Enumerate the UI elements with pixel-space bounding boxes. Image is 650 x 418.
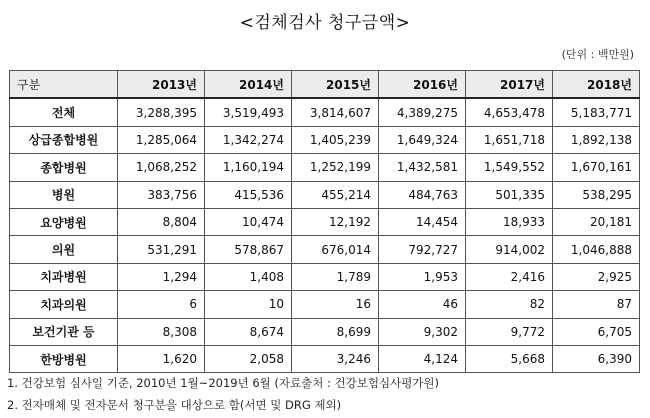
year-header: 2014년 bbox=[205, 71, 292, 99]
table-cell: 792,727 bbox=[379, 236, 466, 263]
table-cell: 5,668 bbox=[466, 345, 553, 372]
table-cell: 1,046,888 bbox=[553, 236, 640, 263]
table-cell: 1,649,324 bbox=[379, 126, 466, 153]
table-cell: 578,867 bbox=[205, 236, 292, 263]
table-cell: 8,804 bbox=[118, 208, 205, 235]
table-cell: 1,549,552 bbox=[466, 154, 553, 181]
row-label: 치과의원 bbox=[10, 291, 118, 318]
table-row bbox=[10, 126, 640, 153]
table-cell: 538,295 bbox=[553, 181, 640, 208]
table-cell: 2,416 bbox=[466, 263, 553, 290]
table-cell: 8,674 bbox=[205, 318, 292, 345]
table-cell: 2,925 bbox=[553, 263, 640, 290]
table-cell: 8,308 bbox=[118, 318, 205, 345]
table-cell: 1,342,274 bbox=[205, 126, 292, 153]
table-cell: 501,335 bbox=[466, 181, 553, 208]
row-label: 전체 bbox=[10, 98, 118, 126]
unit-label: (단위 : 백만원) bbox=[561, 48, 634, 61]
table-cell: 3,246 bbox=[292, 345, 379, 372]
row-label: 요양병원 bbox=[10, 208, 118, 235]
year-header: 2017년 bbox=[466, 71, 553, 99]
table-cell: 1,670,161 bbox=[553, 154, 640, 181]
table-cell: 1,620 bbox=[118, 345, 205, 372]
row-label: 상급종합병원 bbox=[10, 126, 118, 153]
corner-header: 구분 bbox=[10, 71, 118, 99]
table-cell: 6,705 bbox=[553, 318, 640, 345]
footnote: 1. 건강보험 심사일 기준, 2010년 1월~2019년 6월 (자료출처 : 건강보험심사평가원) bbox=[7, 376, 440, 390]
year-header: 2015년 bbox=[292, 71, 379, 99]
table-cell: 914,002 bbox=[466, 236, 553, 263]
table-cell: 87 bbox=[553, 291, 640, 318]
table-cell: 3,519,493 bbox=[205, 98, 292, 126]
table-cell: 1,294 bbox=[118, 263, 205, 290]
table-cell: 1,252,199 bbox=[292, 154, 379, 181]
table-cell: 1,892,138 bbox=[553, 126, 640, 153]
table-cell: 9,302 bbox=[379, 318, 466, 345]
row-label: 보건기관 등 bbox=[10, 318, 118, 345]
table-row bbox=[10, 181, 640, 208]
header-row bbox=[10, 71, 640, 99]
year-header: 2013년 bbox=[118, 71, 205, 99]
year-header: 2018년 bbox=[553, 71, 640, 99]
table-row bbox=[10, 236, 640, 263]
row-label: 한방병원 bbox=[10, 345, 118, 372]
table-cell: 455,214 bbox=[292, 181, 379, 208]
table-cell: 4,124 bbox=[379, 345, 466, 372]
table-cell: 676,014 bbox=[292, 236, 379, 263]
table-cell: 484,763 bbox=[379, 181, 466, 208]
table-row bbox=[10, 345, 640, 372]
table-row bbox=[10, 263, 640, 290]
table-cell: 6,390 bbox=[553, 345, 640, 372]
table-cell: 1,651,718 bbox=[466, 126, 553, 153]
table-cell: 5,183,771 bbox=[553, 98, 640, 126]
table-row bbox=[10, 98, 640, 126]
table-cell: 4,389,275 bbox=[379, 98, 466, 126]
footnote: 2. 전자매체 및 전자문서 청구분을 대상으로 함(서면 및 DRG 제외) bbox=[7, 398, 342, 412]
table-cell: 1,432,581 bbox=[379, 154, 466, 181]
table-cell: 1,405,239 bbox=[292, 126, 379, 153]
footnotes bbox=[7, 372, 439, 416]
table-cell: 12,192 bbox=[292, 208, 379, 235]
year-header: 2016년 bbox=[379, 71, 466, 99]
table-cell: 1,068,252 bbox=[118, 154, 205, 181]
table-cell: 3,814,607 bbox=[292, 98, 379, 126]
claims-table bbox=[9, 70, 640, 373]
row-label: 병원 bbox=[10, 181, 118, 208]
table-cell: 10,474 bbox=[205, 208, 292, 235]
row-label: 종합병원 bbox=[10, 154, 118, 181]
table-cell: 46 bbox=[379, 291, 466, 318]
table-row bbox=[10, 291, 640, 318]
table-cell: 9,772 bbox=[466, 318, 553, 345]
table-body bbox=[10, 98, 640, 372]
table-cell: 3,288,395 bbox=[118, 98, 205, 126]
table-cell: 2,058 bbox=[205, 345, 292, 372]
table-cell: 18,933 bbox=[466, 208, 553, 235]
table-cell: 14,454 bbox=[379, 208, 466, 235]
table-row bbox=[10, 318, 640, 345]
table-cell: 415,536 bbox=[205, 181, 292, 208]
table-cell: 10 bbox=[205, 291, 292, 318]
table-cell: 6 bbox=[118, 291, 205, 318]
table-cell: 1,285,064 bbox=[118, 126, 205, 153]
row-label: 치과병원 bbox=[10, 263, 118, 290]
table-cell: 8,699 bbox=[292, 318, 379, 345]
table-cell: 383,756 bbox=[118, 181, 205, 208]
table-cell: 531,291 bbox=[118, 236, 205, 263]
table-cell: 4,653,478 bbox=[466, 98, 553, 126]
table-cell: 1,408 bbox=[205, 263, 292, 290]
table-cell: 1,789 bbox=[292, 263, 379, 290]
table-cell: 20,181 bbox=[553, 208, 640, 235]
table-row bbox=[10, 208, 640, 235]
table-cell: 82 bbox=[466, 291, 553, 318]
table-cell: 1,160,194 bbox=[205, 154, 292, 181]
table-row bbox=[10, 154, 640, 181]
row-label: 의원 bbox=[10, 236, 118, 263]
table-cell: 16 bbox=[292, 291, 379, 318]
table-cell: 1,953 bbox=[379, 263, 466, 290]
table-title: <검체검사 청구금액> bbox=[239, 13, 411, 33]
